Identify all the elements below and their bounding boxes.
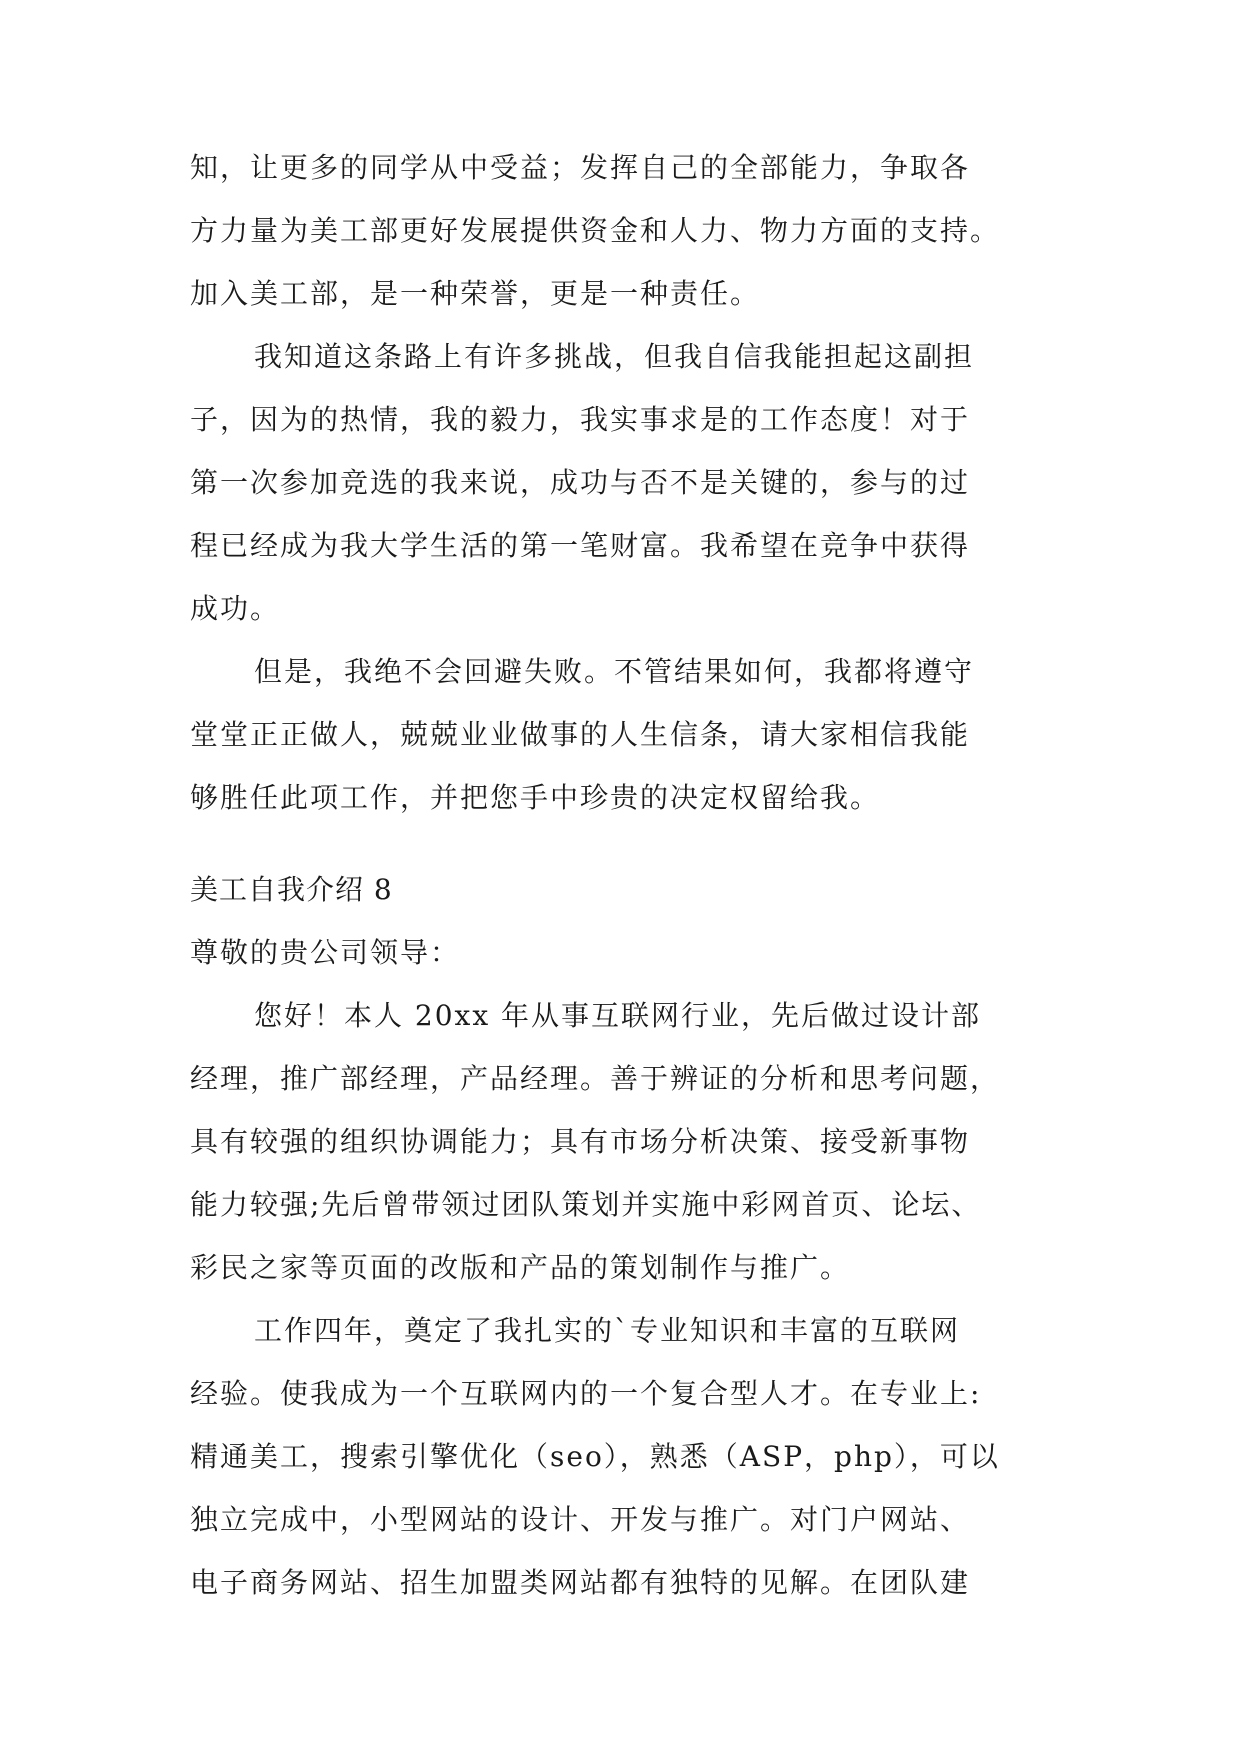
paragraph-line: 能力较强;先后曾带领过团队策划并实施中彩网首页、论坛、	[190, 1188, 982, 1221]
paragraph-line: 知，让更多的同学从中受益；发挥自己的全部能力，争取各	[190, 151, 971, 184]
paragraph-line: 工作四年，奠定了我扎实的`专业知识和丰富的互联网	[254, 1314, 961, 1347]
paragraph-line: 我知道这条路上有许多挑战，但我自信我能担起这副担	[254, 340, 975, 373]
paragraph-line: 加入美工部，是一种荣誉，更是一种责任。	[190, 277, 761, 310]
paragraph-line: 电子商务网站、招生加盟类网站都有独特的见解。在团队建	[190, 1566, 971, 1599]
paragraph-line: 彩民之家等页面的改版和产品的策划制作与推广。	[190, 1251, 851, 1284]
paragraph-line: 具有较强的组织协调能力；具有市场分析决策、接受新事物	[190, 1125, 971, 1158]
paragraph-line: 子，因为的热情，我的毅力，我实事求是的工作态度！对于	[190, 403, 971, 436]
paragraph-line: 方力量为美工部更好发展提供资金和人力、物力方面的支持。	[190, 214, 1001, 247]
paragraph-line: 经验。使我成为一个互联网内的一个复合型人才。在专业上:	[190, 1377, 982, 1410]
salutation: 尊敬的贵公司领导：	[190, 936, 461, 969]
paragraph-line: 但是，我绝不会回避失败。不管结果如何，我都将遵守	[254, 655, 975, 688]
paragraph-line: 您好！本人 20xx 年从事互联网行业，先后做过设计部	[254, 999, 982, 1032]
paragraph-line: 第一次参加竞选的我来说，成功与否不是关键的，参与的过	[190, 466, 971, 499]
paragraph-line: 独立完成中，小型网站的设计、开发与推广。对门户网站、	[190, 1503, 971, 1536]
paragraph-line: 精通美工，搜索引擎优化（seo），熟悉（ASP，php），可以	[190, 1440, 1000, 1473]
paragraph-line: 够胜任此项工作，并把您手中珍贵的决定权留给我。	[190, 781, 881, 814]
section-heading: 美工自我介绍 8	[190, 873, 393, 906]
paragraph-line: 程已经成为我大学生活的第一笔财富。我希望在竞争中获得	[190, 529, 971, 562]
paragraph-line: 经理，推广部经理，产品经理。善于辨证的分析和思考问题，	[190, 1062, 1001, 1095]
paragraph-line: 堂堂正正做人，兢兢业业做事的人生信条，请大家相信我能	[190, 718, 971, 751]
paragraph-line: 成功。	[190, 592, 281, 625]
